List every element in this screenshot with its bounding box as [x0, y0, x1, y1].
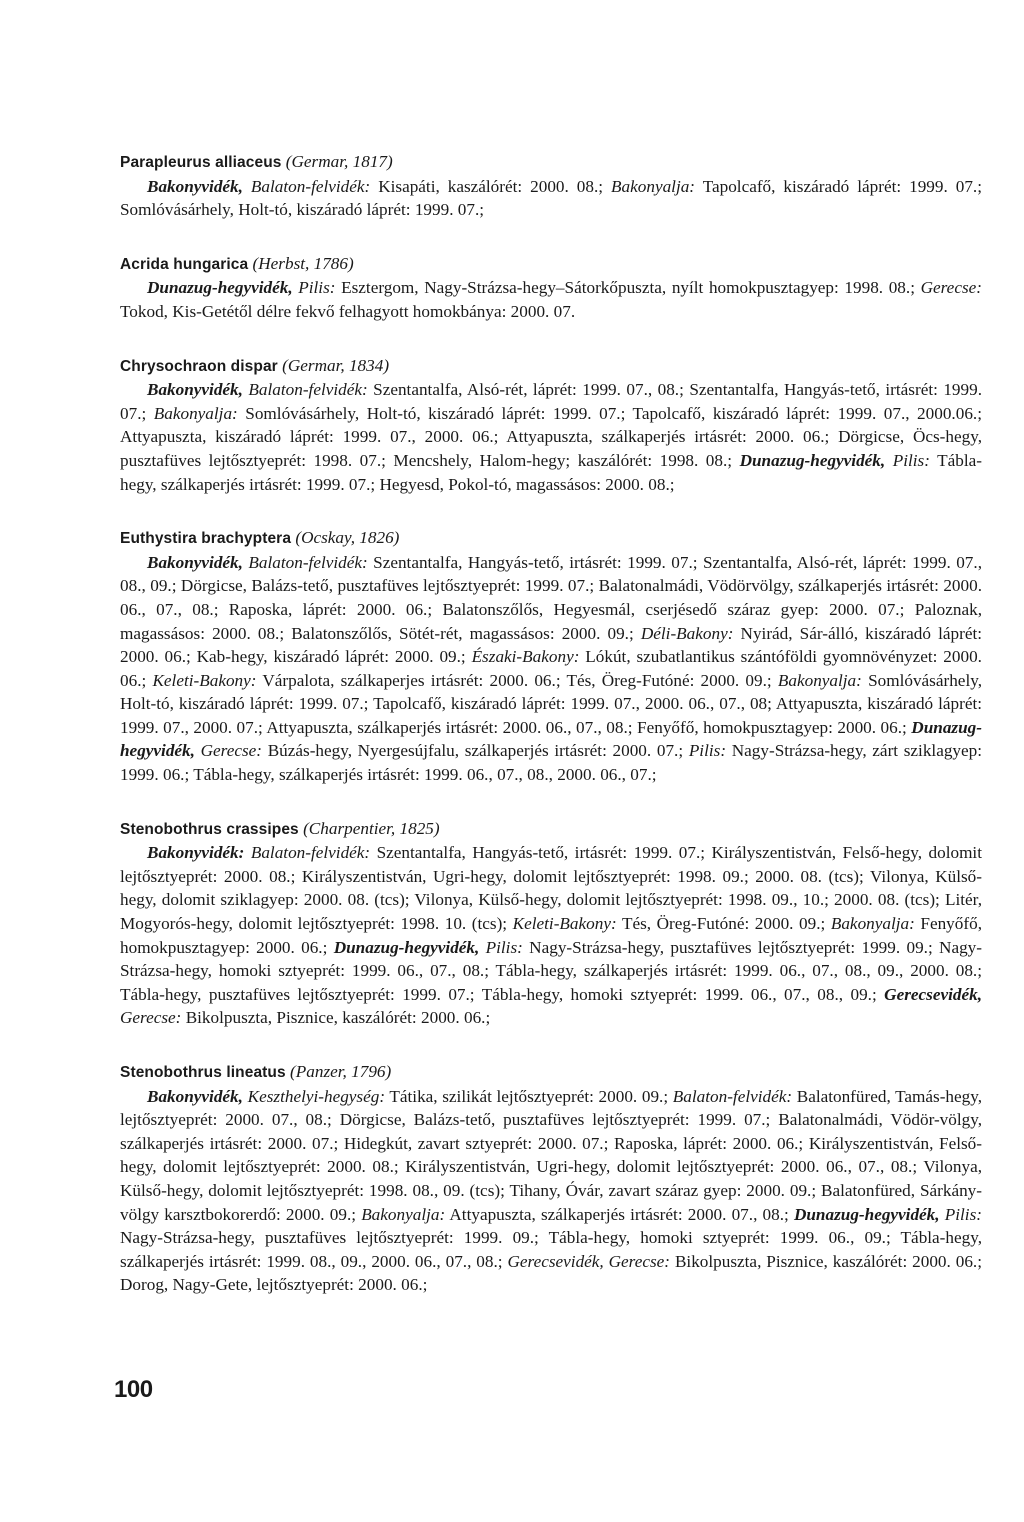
- species-author: (Herbst, 1786): [252, 253, 354, 273]
- species-entry: [120, 252, 982, 324]
- species-name: Stenobothrus crassipes: [120, 820, 299, 838]
- species-heading: [120, 150, 982, 175]
- subregion-label: Keszthelyi-hegység:: [242, 1086, 386, 1106]
- species-entry: [120, 354, 982, 497]
- species-name: Chrysochraon dispar: [120, 357, 278, 375]
- locality-text: Búzás-hegy, Nyergesújfalu, szálkaperjés irtásrét: 2000. 07.;: [262, 741, 689, 761]
- locality-text: Kisapáti, kaszálórét: 2000. 08.;: [370, 176, 612, 196]
- subregion-label: Bakonyalja:: [361, 1204, 446, 1224]
- locality-text: Szentantalfa, Hangyás-tető, irtásrét: 1999. 07.; Szentantalfa, Alsó-rét, láprét: 1999. 07., 08., 09.; Dörgicse, Balázs-tető, pusztafüves lejtősztyeprét: 1999. 07.; Balatonalmádi, Vödörvölgy, szálkaperjés irtásrét: 2000. 06., 07., 08.; Raposka, láprét: 2000. 06.; Balatonszőlős, Hegyesmál, cserjésedő száraz gyep: 2000. 07.; Paloznak, magassásos: 2000. 08.; Balatonszőlős, Sötét-rét, magassásos: 2000. 09.;: [120, 552, 982, 643]
- species-heading: [120, 252, 982, 277]
- species-name: Parapleurus alliaceus: [120, 154, 282, 171]
- subregion-label: Gerecse:: [120, 1008, 182, 1028]
- locality-text: Bikolpuszta, Pisznice, kaszálórét: 2000. 06.; Dorog, Nagy-Gete, lejtősztyeprét: 2000. 06.;: [120, 1251, 982, 1295]
- species-entry: [120, 817, 982, 1030]
- region-label: Dunazug-hegyvidék,: [793, 1204, 940, 1224]
- region-label: Dunazug-hegyvidék,: [147, 278, 293, 298]
- locality-text: Bikolpuszta, Pisznice, kaszálórét: 2000. 06.;: [181, 1008, 491, 1028]
- locality-text: Attyapuszta, szálkaperjés irtásrét: 2000. 07., 08.;: [445, 1204, 794, 1224]
- subregion-label: Gerecsevidék, Gerecse:: [507, 1251, 671, 1271]
- species-name: Stenobothrus lineatus: [120, 1064, 286, 1081]
- species-name: Acrida hungarica: [120, 255, 249, 273]
- subregion-label: Északi-Bakony:: [471, 647, 580, 667]
- locality-text: Somlóvásárhely, Holt-tó, kiszáradó láprét: 1999. 07.; Tapolcafő, kiszáradó láprét: 1999. 07., 2000.06.; Attyapuszta, kiszáradó láprét: 1999. 07., 2000. 06.; Attyapuszta, szálkaperjés irtásrét: 2000. 06.; Dörgicse, Öcs-hegy, pusztafüves lejtősztyeprét: 1998. 07.; Mencshely, Halom-hegy; kaszálórét: 1998. 08.;: [120, 403, 982, 470]
- species-entry: [120, 526, 982, 787]
- subregion-label: Pilis:: [688, 741, 727, 761]
- species-heading: [120, 1060, 982, 1085]
- subregion-label: Pilis:: [885, 450, 930, 470]
- region-label: Dunazug-hegyvidék,: [739, 450, 886, 470]
- species-heading: [120, 526, 982, 551]
- species-author: (Germar, 1834): [282, 355, 390, 375]
- locality-text: Somlóvásárhely, Holt-tó, kiszáradó láprét: 1999. 07.; Tapolcafő, kiszáradó láprét: 1999. 07., 2000. 06., 07., 08; Attyapuszta, kiszáradó láprét: 1999. 07., 2000. 07.; Attyapuszta, szálkaperjés irtásrét: 2000. 06., 07., 08.; Fenyőfő, homokpusztagyep: 2000. 06.;: [120, 670, 982, 737]
- locality-text: Tátika, szilikát lejtősztyeprét: 2000. 09.;: [385, 1086, 673, 1106]
- locality-text: Tapolcafő, kiszáradó láprét: 1999. 07.; Somlóvásárhely, Holt-tó, kiszáradó láprét: 1999. 07.;: [120, 176, 983, 220]
- locality-records: [120, 841, 982, 1030]
- subregion-label: Balaton-felvidék:: [242, 176, 371, 196]
- locality-text: Lókút, szubatlantikus szántóföldi gyomnövényzet: 2000. 06.;: [120, 647, 982, 690]
- locality-text: Várpalota, szálkaperjes irtásrét: 2000. 06.; Tés, Öreg-Futóné: 2000. 09.;: [256, 670, 778, 690]
- subregion-label: Balaton-felvidék:: [672, 1086, 793, 1106]
- locality-text: Tábla-hegy, szálkaperjés irtásrét: 1999. 07.; Hegyesd, Pokol-tó, magassásos: 2000. 08.;: [120, 450, 982, 494]
- subregion-label: Keleti-Bakony:: [512, 914, 617, 934]
- species-author: (Panzer, 1796): [290, 1062, 392, 1081]
- locality-records: [120, 378, 982, 496]
- locality-text: Nagy-Strázsa-hegy, pusztafüves lejtősztyeprét: 1999. 09.; Tábla-hegy, homoki sztyeprét: 1999. 06., 09.; Tábla-hegy, szálkaperjés irtásrét: 1999. 08., 09., 2000. 06., 07., 08.;: [120, 1228, 982, 1271]
- subregion-label: Bakonyalja:: [777, 670, 862, 690]
- subregion-label: Balaton-felvidék:: [242, 380, 368, 400]
- subregion-label: Bakonyalja:: [830, 914, 915, 934]
- locality-text: Fenyőfő, homokpusztagyep: 2000. 06.;: [120, 914, 982, 957]
- subregion-label: Pilis:: [939, 1204, 982, 1224]
- subregion-label: Keleti-Bakony:: [152, 670, 257, 690]
- region-label: Dunazug-hegyvidék,: [120, 717, 982, 761]
- species-heading: [120, 817, 982, 842]
- subregion-label: Bakonyalja:: [611, 176, 696, 196]
- subregion-label: Balaton-felvidék:: [244, 843, 371, 863]
- subregion-label: Balaton-felvidék:: [242, 552, 368, 572]
- subregion-label: Pilis:: [479, 937, 523, 957]
- locality-text: Nyirád, Sár-álló, kiszáradó láprét: 2000. 06.; Kab-hegy, kiszáradó láprét: 2000. 09.;: [120, 623, 982, 667]
- species-entry: [120, 150, 982, 222]
- species-entry: [120, 1060, 982, 1297]
- locality-text: Nagy-Strázsa-hegy, pusztafüves lejtősztyeprét: 1999. 09.; Nagy-Strázsa-hegy, homoki sztyeprét: 1999. 06., 07., 08.; Tábla-hegy, szálkaperjés irtásrét: 1999. 06., 07., 08., 09., 2000. 08.; Tábla-hegy, pusztafüves lejtősztyeprét: 1999. 07.; Tábla-hegy, homoki sztyeprét: 1999. 06., 07., 08., 09.;: [120, 937, 982, 1004]
- locality-text: Tokod, Kis-Getétől délre fekvő felhagyott homokbánya: 2000. 07.: [120, 301, 576, 321]
- species-list: [120, 150, 982, 1327]
- locality-text: Tés, Öreg-Futóné: 2000. 09.;: [616, 914, 831, 934]
- region-label: Bakonyvidék:: [147, 843, 245, 863]
- subregion-label: Gerecse:: [920, 278, 982, 298]
- subregion-label: Bakonyalja:: [153, 403, 238, 423]
- subregion-label: Pilis:: [292, 278, 336, 298]
- locality-text: Szentantalfa, Alsó-rét, láprét: 1999. 07., 08.; Szentantalfa, Hangyás-tető, irtásrét: 1999. 07.;: [120, 380, 982, 423]
- region-label: Bakonyvidék,: [147, 176, 243, 196]
- subregion-label: Gerecse:: [194, 741, 263, 761]
- region-label: Dunazug-hegyvidék,: [333, 937, 480, 957]
- locality-records: [120, 276, 982, 323]
- locality-text: Balatonfüred, Tamás-hegy, lejtősztyeprét: 2000. 07., 08.; Dörgicse, Balázs-tető, pusztafüves lejtősztyeprét: 1999. 07.; Balatonalmádi, Vödör-völgy, szálkaperjés irtásrét: 2000. 07.; Hidegkút, zavart sztyeprét: 2000. 07.; Raposka, láprét: 2000. 06.; Királyszentistván, Felső-hegy, dolomit lejtősztyeprét: 2000. 08.; Királyszentistván, Ugri-hegy, dolomit lejtősztyeprét: 2000. 06., 07., 08.; Vilonya, Külső-hegy, dolomit lejtősztyeprét: 1998. 08., 09. (tcs); Tihany, Óvár, zavart száraz gyep: 2000. 09.; Balatonfüred, Sárkány-völgy karsztbokorerdő: 2000. 09.;: [120, 1086, 983, 1224]
- species-heading: [120, 354, 982, 379]
- region-label: Gerecsevidék,: [884, 984, 982, 1004]
- locality-text: Nagy-Strázsa-hegy, zárt sziklagyep: 1999. 06.; Tábla-hegy, szálkaperjés irtásrét: 1999. 06., 07., 08., 2000. 06., 07.;: [120, 741, 983, 785]
- region-label: Bakonyvidék,: [147, 552, 243, 572]
- locality-text: Szentantalfa, Hangyás-tető, irtásrét: 1999. 07.; Királyszentistván, Felső-hegy, dolomit lejtősztyeprét: 2000. 08.; Királyszentistván, Ugri-hegy, dolomit lejtősztyeprét: 1998. 09.; 2000. 08. (tcs); Vilonya, Külső-hegy, dolomit sziklagyep: 2000. 08. (tcs); Vilonya, Külső-hegy, dolomit lejtősztyeprét: 1998. 09., 10.; 2000. 08. (tcs); Litér, Mogyorós-hegy, dolomit lejtősztyeprét: 1998. 10. (tcs);: [120, 843, 982, 934]
- locality-text: Esztergom, Nagy-Strázsa-hegy–Sátorkőpuszta, nyílt homokpusztagyep: 1998. 08.;: [335, 278, 921, 298]
- locality-records: [120, 175, 982, 222]
- species-author: (Germar, 1817): [285, 152, 393, 171]
- subregion-label: Déli-Bakony:: [640, 623, 734, 643]
- region-label: Bakonyvidék,: [147, 1086, 243, 1106]
- species-author: (Ocskay, 1826): [295, 528, 400, 548]
- region-label: Bakonyvidék,: [147, 380, 243, 400]
- locality-records: [120, 1085, 982, 1297]
- page-number: 100: [114, 1376, 153, 1403]
- locality-records: [120, 551, 982, 787]
- species-name: Euthystira brachyptera: [120, 530, 292, 548]
- species-author: (Charpentier, 1825): [303, 818, 440, 838]
